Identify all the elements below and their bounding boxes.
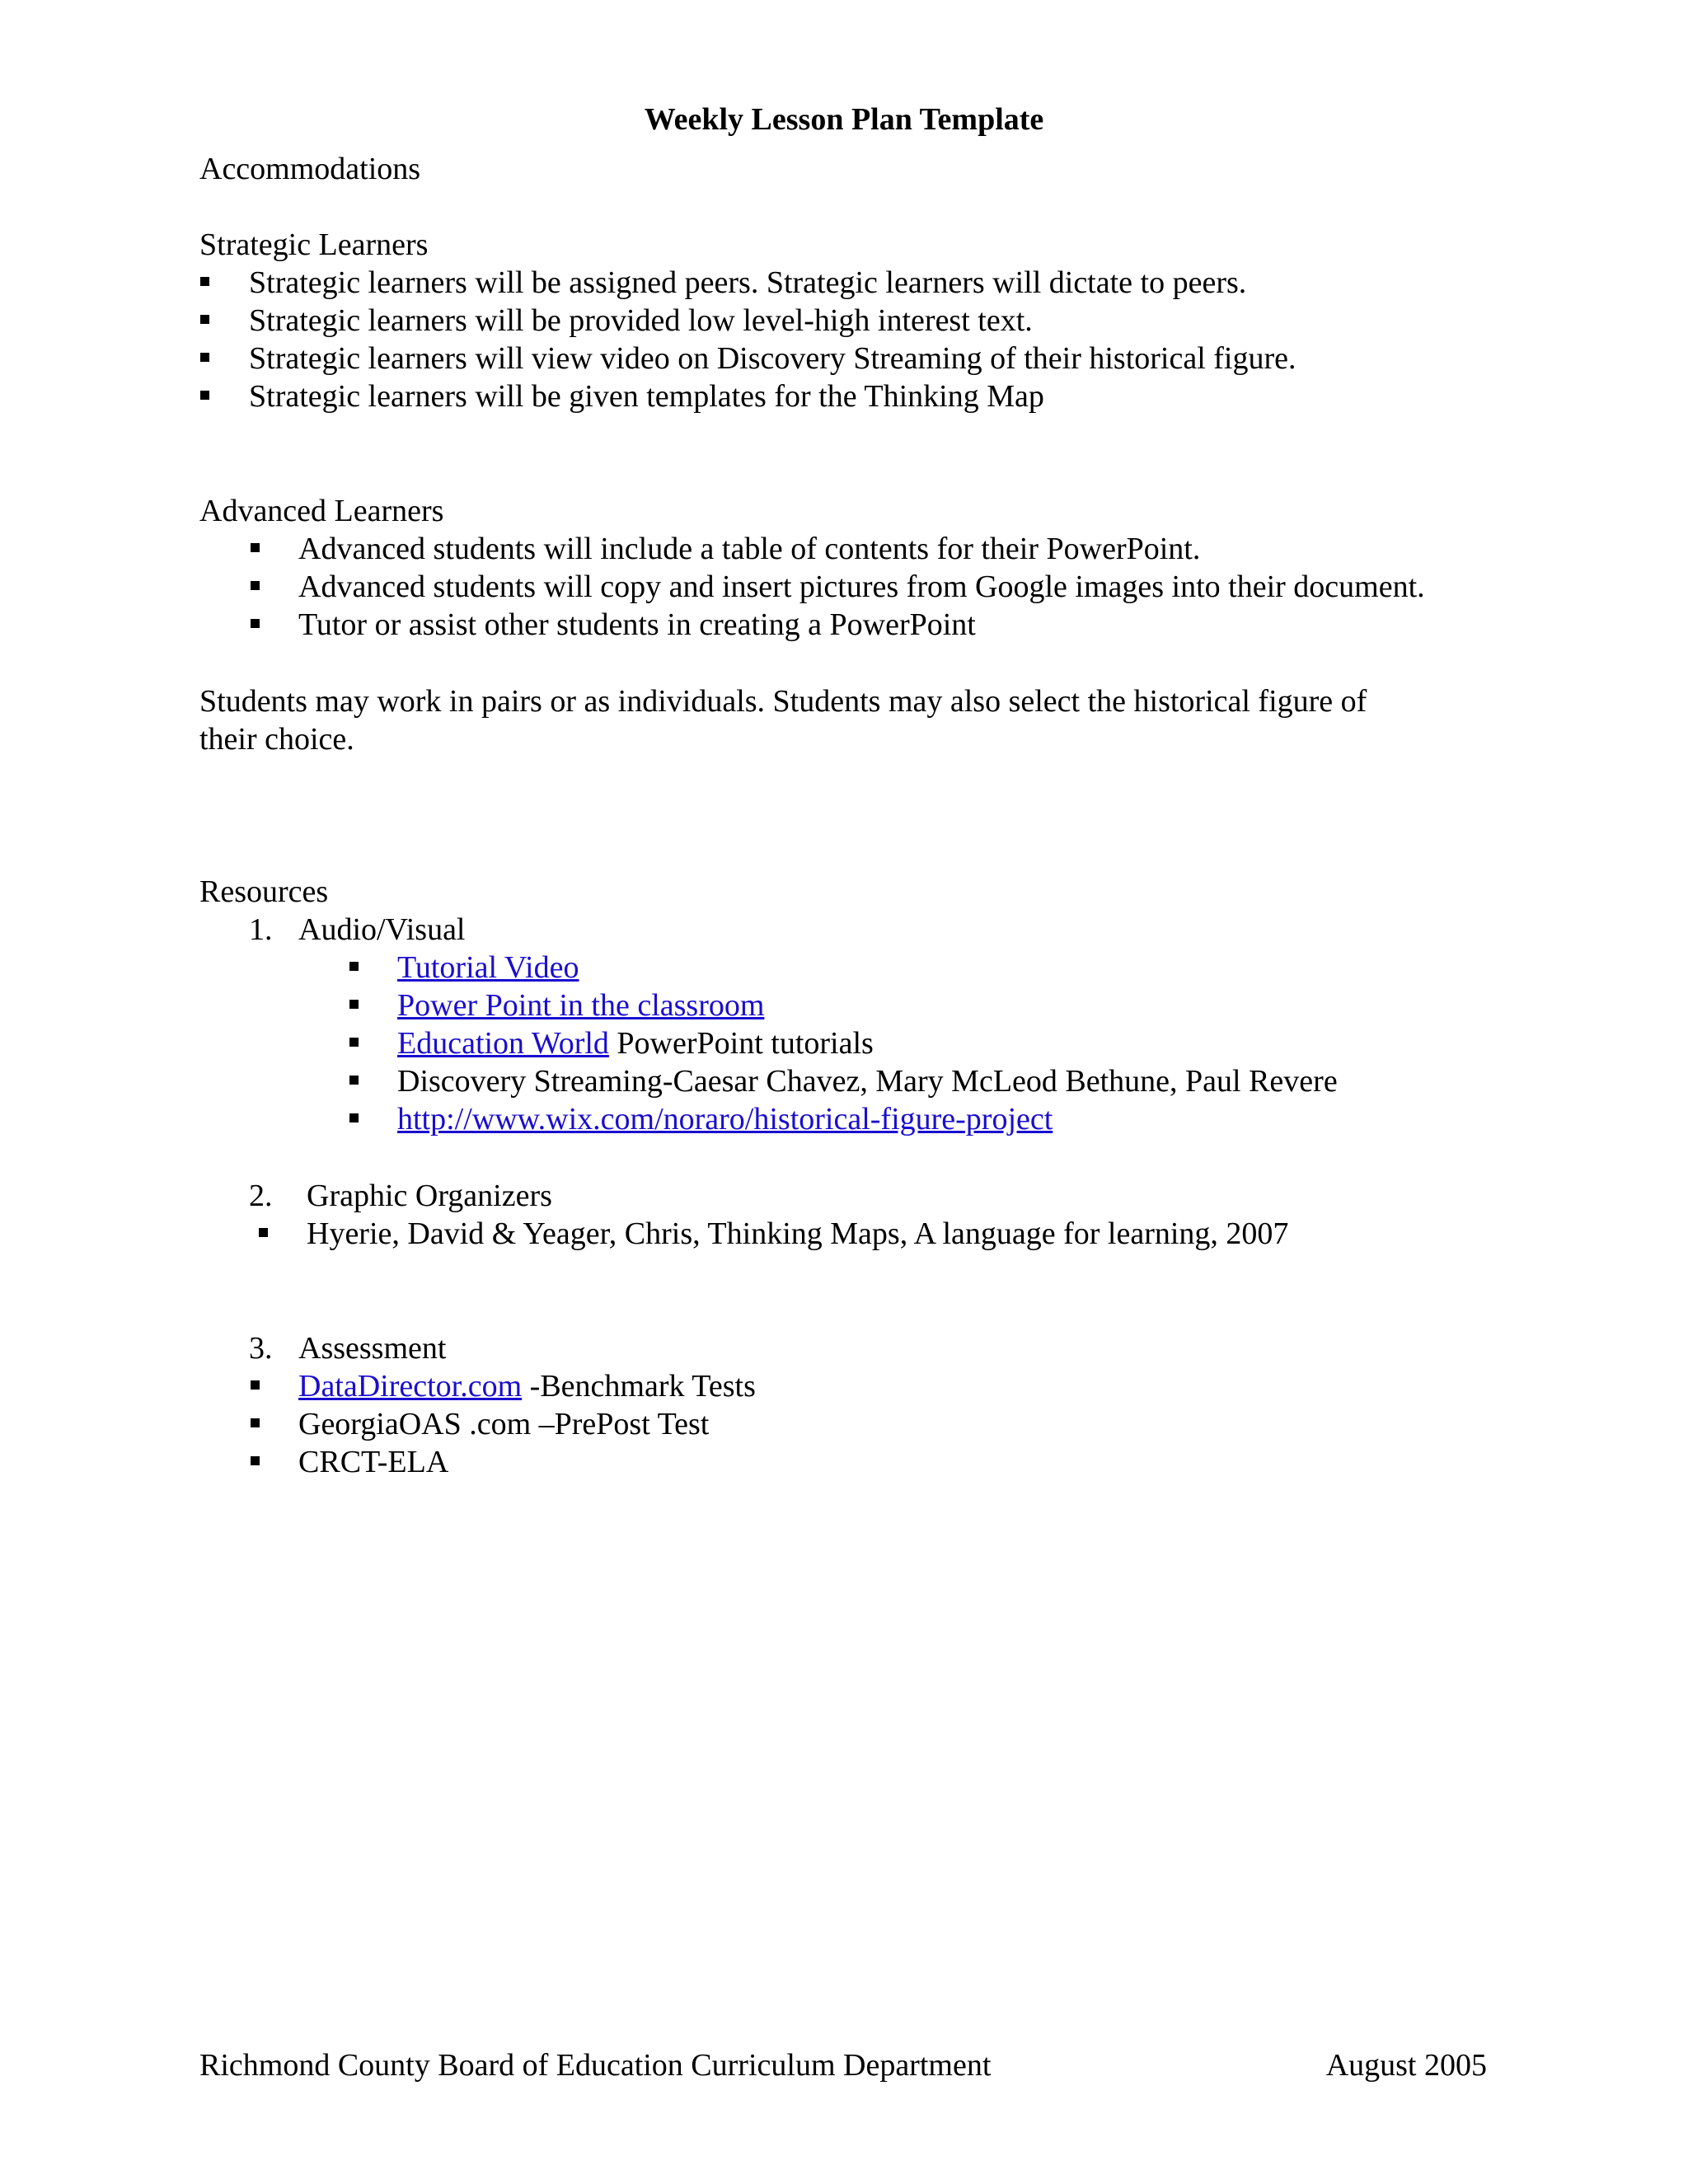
bullet-icon bbox=[349, 1113, 359, 1122]
wix-project-link[interactable]: http://www.wix.com/noraro/historical-figure-project bbox=[397, 1102, 1053, 1137]
list-item: Hyerie, David & Yeager, Chris, Thinking Maps, A language for learning, 2007 bbox=[307, 1216, 1289, 1251]
resource-number-3: 3. bbox=[249, 1331, 273, 1366]
resource-number-2: 2. bbox=[249, 1179, 273, 1213]
list-item: Strategic learners will be given templates for the Thinking Map bbox=[249, 379, 1044, 414]
footer-department: Richmond County Board of Education Curriculum Department bbox=[199, 2048, 992, 2083]
bullet-icon bbox=[200, 353, 209, 362]
list-item: Advanced students will copy and insert pictures from Google images into their document. bbox=[298, 569, 1425, 604]
page-title: Weekly Lesson Plan Template bbox=[644, 102, 1044, 137]
education-world-link[interactable]: Education World bbox=[397, 1026, 609, 1061]
datadirector-suffix: -Benchmark Tests bbox=[522, 1369, 756, 1404]
advanced-learners-heading: Advanced Learners bbox=[199, 494, 444, 528]
list-item bbox=[397, 1104, 1053, 1135]
list-item: Strategic learners will view video on Discovery Streaming of their historical figure. bbox=[249, 341, 1296, 376]
bullet-icon bbox=[200, 315, 209, 324]
strategic-learners-heading: Strategic Learners bbox=[199, 227, 429, 262]
bullet-icon bbox=[349, 1038, 359, 1047]
bullet-icon bbox=[349, 962, 359, 971]
list-item: Advanced students will include a table of contents for their PowerPoint. bbox=[298, 532, 1201, 566]
accommodations-heading: Accommodations bbox=[199, 152, 421, 186]
bullet-icon bbox=[251, 1380, 260, 1390]
bullet-icon bbox=[251, 1418, 260, 1427]
datadirector-link[interactable]: DataDirector.com bbox=[298, 1369, 523, 1404]
list-item bbox=[397, 990, 764, 1021]
tutorial-video-link[interactable]: Tutorial Video bbox=[397, 950, 579, 985]
list-item bbox=[298, 1371, 756, 1402]
bullet-icon bbox=[349, 1000, 359, 1009]
bullet-icon bbox=[200, 391, 209, 400]
bullet-icon bbox=[251, 619, 260, 628]
audio-visual-heading: Audio/Visual bbox=[298, 912, 466, 947]
bullet-icon bbox=[251, 543, 260, 552]
graphic-organizers-heading: Graphic Organizers bbox=[307, 1179, 552, 1213]
list-item: GeorgiaOAS .com –PrePost Test bbox=[298, 1407, 710, 1441]
list-item bbox=[397, 952, 579, 983]
pairs-note-line2: their choice. bbox=[199, 722, 354, 757]
list-item: Strategic learners will be provided low level-high interest text. bbox=[249, 303, 1033, 338]
list-item: Tutor or assist other students in creating a PowerPoint bbox=[298, 607, 976, 642]
assessment-heading: Assessment bbox=[298, 1331, 447, 1366]
resources-heading: Resources bbox=[199, 874, 329, 909]
footer-date: August 2005 bbox=[1325, 2048, 1487, 2083]
bullet-icon bbox=[251, 1456, 260, 1465]
bullet-icon bbox=[200, 277, 209, 286]
pairs-note-line1: Students may work in pairs or as individuals. Students may also select the historical figure of bbox=[199, 684, 1367, 719]
power-point-classroom-link[interactable]: Power Point in the classroom bbox=[397, 988, 765, 1023]
bullet-icon bbox=[349, 1076, 359, 1085]
list-item: Strategic learners will be assigned peers. Strategic learners will dictate to peers. bbox=[249, 265, 1247, 300]
list-item: Discovery Streaming-Caesar Chavez, Mary McLeod Bethune, Paul Revere bbox=[397, 1064, 1338, 1099]
resource-number-1: 1. bbox=[249, 912, 273, 947]
list-item: CRCT-ELA bbox=[298, 1445, 449, 1479]
bullet-icon bbox=[259, 1228, 268, 1237]
bullet-icon bbox=[251, 581, 260, 590]
list-item bbox=[397, 1028, 874, 1059]
education-world-suffix: PowerPoint tutorials bbox=[608, 1026, 874, 1061]
